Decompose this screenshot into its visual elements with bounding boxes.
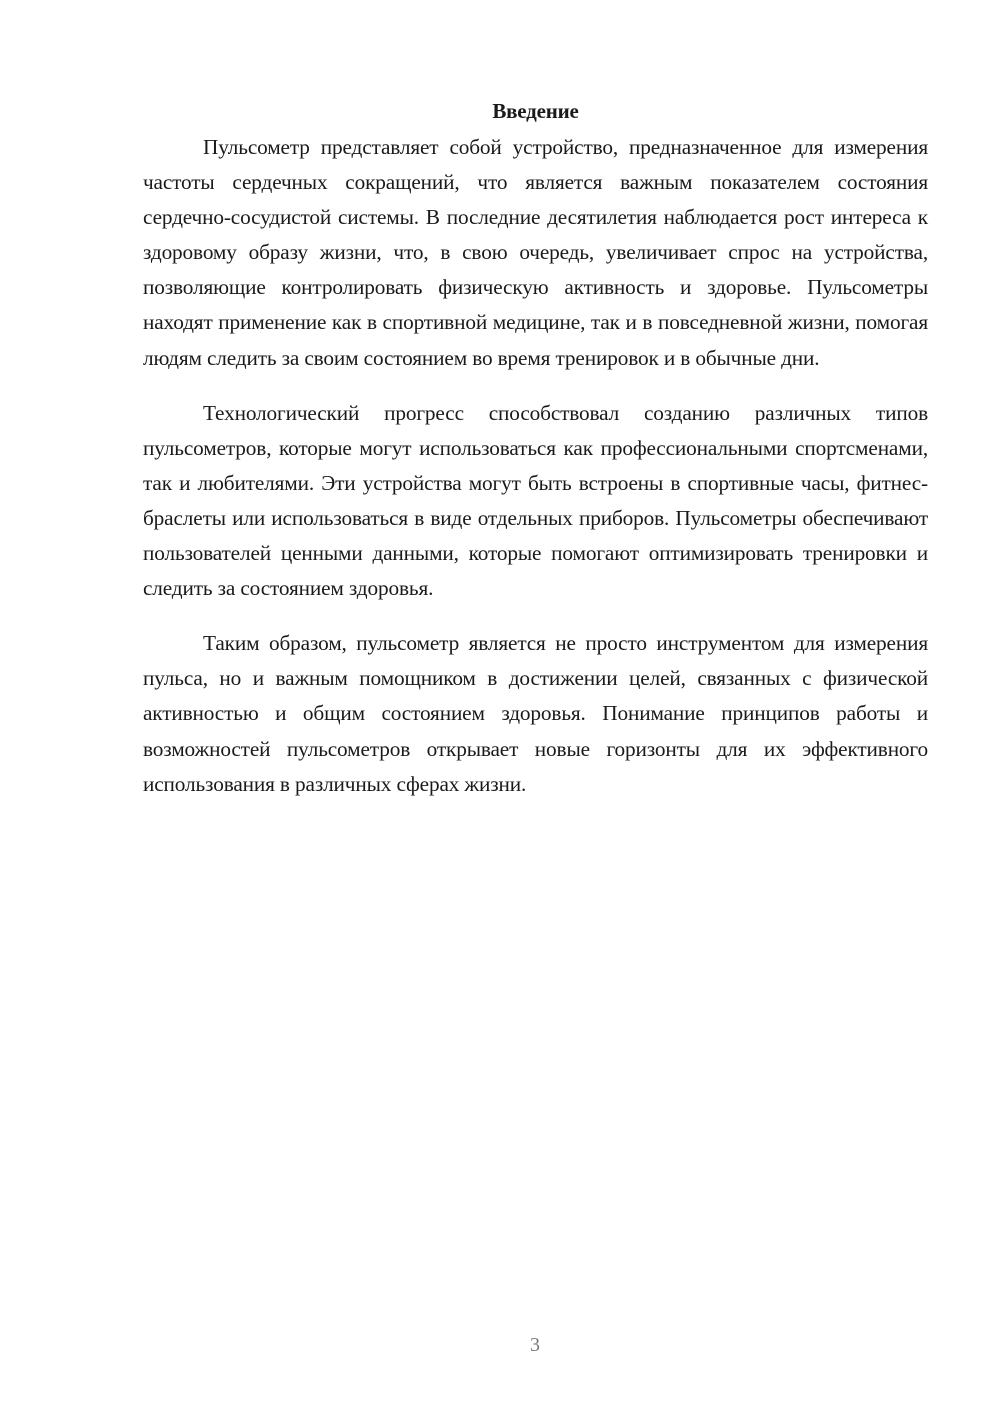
page-number: 3 bbox=[530, 1334, 540, 1356]
section-title: Введение bbox=[492, 99, 579, 123]
paragraph-2: Технологический прогресс способствовал созданию различных типов пульсометров, которые могут использоваться как профессиональными спортсменами, так и любителями. Эти устройства могут быть встроены в спортивные часы, фитнес-браслеты или использоваться в виде отдельных приборов. Пульсометры обеспечивают пользователей ценными данными, которые помогают оптимизировать тренировки и следить за состоянием здоровья. bbox=[143, 400, 928, 601]
paragraph-1: Пульсометр представляет собой устройство, предназначенное для измерения частоты сердечных сокращений, что является важным показателем состояния сердечно-сосудистой системы. В последние десятилетия наблюдается рост интереса к здоровому образу жизни, что, в свою очередь, увеличивает спрос на устройства, позволяющие контролировать физическую активность и здоровье. Пульсометры находят применение как в спортивной медицине, так и в повседневной жизни, помогая людям следить за своим состоянием во время тренировок и в обычные дни. bbox=[143, 135, 928, 370]
paragraph-3: Таким образом, пульсометр является не просто инструментом для измерения пульса, но и важным помощником в достижении целей, связанных с физической активностью и общим состоянием здоровья. Понимание принципов работы и возможностей пульсометров открывает новые горизонты для их эффективного использования в различных сферах жизни. bbox=[143, 631, 928, 796]
document-page bbox=[143, 94, 928, 822]
